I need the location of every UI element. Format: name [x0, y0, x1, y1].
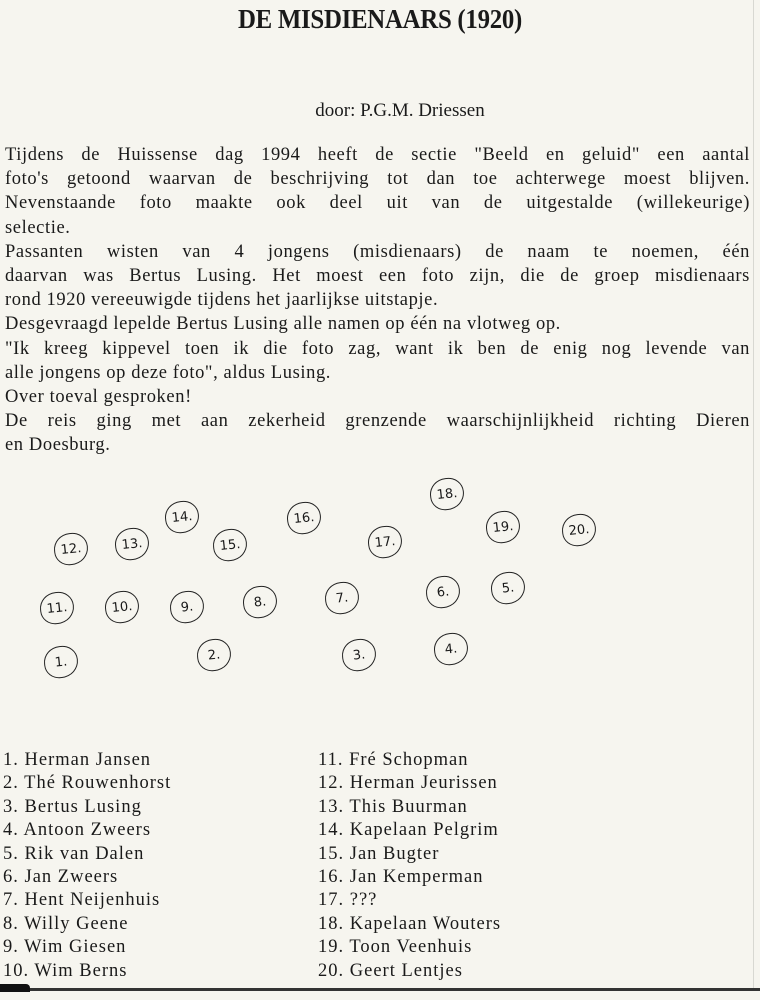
body-line: Passanten wisten van 4 jongens (misdienaars) de naam te noemen, één	[5, 241, 750, 262]
name-item: 2. Thé Rouwenhorst	[3, 773, 172, 794]
body-line: alle jongens op deze foto", aldus Lusing.	[5, 362, 332, 383]
position-marker-9: 9.	[168, 589, 205, 624]
position-marker-7: 7.	[323, 580, 360, 615]
body-line: Nevenstaande foto maakte ook deel uit van de uitgestalde (willekeurige)	[5, 193, 750, 214]
body-line: De reis ging met aan zekerheid grenzende waarschijnlijkheid richting Dieren	[5, 411, 750, 432]
position-marker-13: 13.	[113, 526, 150, 561]
position-marker-19: 19.	[484, 509, 521, 544]
position-marker-4: 4.	[432, 631, 469, 666]
article-body	[5, 143, 750, 457]
name-item: 11. Fré Schopman	[318, 750, 469, 770]
position-marker-20: 20.	[560, 512, 597, 547]
names-list-left	[3, 749, 171, 983]
body-line: "Ik kreeg kippevel toen ik die foto zag, want ik ben de enig nog levende van	[5, 338, 750, 359]
name-item: 3. Bertus Lusing	[3, 796, 142, 817]
position-marker-11: 11.	[38, 590, 75, 625]
position-marker-17: 17.	[366, 524, 403, 559]
page-edge	[753, 0, 754, 990]
name-item: 7. Hent Neijenhuis	[3, 890, 161, 911]
name-item: 4. Antoon Zweers	[3, 820, 152, 841]
name-item: 10. Wim Berns	[3, 960, 128, 981]
body-line: foto's getoond waarvan de beschrijving tot dan toe achterwege moest blijven.	[5, 169, 750, 190]
body-line: rond 1920 vereeuwigde tijdens het jaarlijkse uitstapje.	[5, 290, 439, 311]
position-marker-2: 2.	[195, 637, 232, 672]
document-title: DE MISDIENAARS (1920)	[237, 4, 523, 34]
position-marker-5: 5.	[489, 570, 526, 605]
name-item: 5. Rik van Dalen	[3, 843, 145, 864]
page-corner-shadow	[0, 984, 30, 992]
position-marker-10: 10.	[103, 589, 140, 624]
position-marker-15: 15.	[211, 527, 248, 562]
body-line: Desgevraagd lepelde Bertus Lusing alle namen op één na vlotweg op.	[5, 314, 561, 335]
author-byline: door: P.G.M. Driessen	[315, 100, 485, 121]
name-item: 16. Jan Kemperman	[318, 866, 484, 887]
body-line: Tijdens de Huissense dag 1994 heeft de sectie "Beeld en geluid" een aantal	[5, 145, 750, 165]
name-item: 12. Herman Jeurissen	[318, 773, 498, 794]
name-item: 14. Kapelaan Pelgrim	[318, 820, 499, 841]
name-item: 6. Jan Zweers	[3, 866, 119, 887]
body-line: selectie.	[5, 217, 71, 238]
position-marker-1: 1.	[42, 644, 79, 679]
name-item: 18. Kapelaan Wouters	[318, 913, 502, 934]
name-item: 8. Willy Geene	[3, 913, 129, 934]
body-line: daarvan was Bertus Lusing. Het moest een foto zijn, die de groep misdienaars	[5, 265, 750, 286]
name-item: 1. Herman Jansen	[3, 750, 152, 770]
name-item: 19. Toon Veenhuis	[318, 937, 473, 958]
names-list-right	[318, 749, 501, 983]
body-line: en Doesburg.	[5, 435, 111, 456]
position-marker-3: 3.	[340, 637, 377, 672]
page-bottom-border	[0, 988, 760, 991]
position-marker-8: 8.	[241, 584, 278, 619]
position-marker-14: 14.	[163, 499, 200, 534]
name-item: 17. ???	[318, 890, 378, 911]
body-line: Over toeval gesproken!	[5, 386, 192, 407]
position-marker-12: 12.	[52, 531, 89, 566]
position-marker-16: 16.	[285, 500, 322, 535]
name-item: 20. Geert Lentjes	[318, 960, 463, 981]
name-item: 13. This Buurman	[318, 796, 468, 817]
position-marker-6: 6.	[424, 574, 461, 609]
name-item: 15. Jan Bugter	[318, 843, 440, 864]
position-marker-18: 18.	[428, 476, 465, 511]
name-item: 9. Wim Giesen	[3, 937, 127, 958]
